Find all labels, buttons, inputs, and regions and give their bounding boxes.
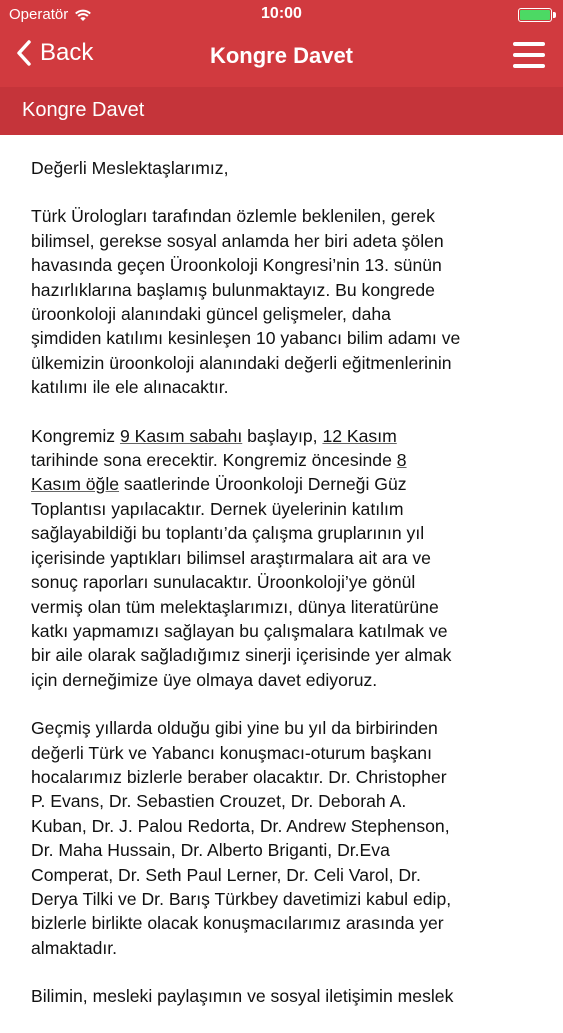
carrier-label: Operatör xyxy=(9,6,69,23)
date-link-9-kasim[interactable]: 9 Kasım sabahı xyxy=(119,425,243,446)
page-title: Kongre Davet xyxy=(209,43,354,68)
status-bar xyxy=(0,0,563,30)
invitation-text xyxy=(31,156,543,1033)
battery-icon xyxy=(518,8,552,22)
paragraph-3: Geçmiş yıllarda olduğu gibi yine bu yıl da birbirinden değerli Türk ve Yabancı konuşmacı-oturum başkanı hocalarımız bizlerle beraber olacaktır. Dr. Christopher P. Evans, Dr. Sebastien Crouzet, Dr. Deborah A. Kuban, Dr. J. Palou Redorta, Dr. Andrew Stephenson, Dr. Maha Hussain, Dr. Alberto Briganti, Dr.Eva Comperat, Dr. Seth Paul Lerner, Dr. Celi Varol, Dr. Derya Tilki ve Dr. Barış Türkbey davetimizi kabul edip, bizlerle birlikte olacak konuşmacılarımız arasında yer almaktadır. xyxy=(31,718,452,958)
paragraph-4: Bilimin, mesleki paylaşımın ve sosyal iletişimin meslek xyxy=(31,986,454,1007)
date-link-12-kasim[interactable]: 12 Kasım xyxy=(322,425,397,446)
greeting-paragraph: Değerli Meslektaşlarımız, xyxy=(31,158,229,178)
navigation-bar xyxy=(0,0,563,87)
section-title: Kongre Davet xyxy=(22,99,145,121)
paragraph-1: Türk Ürologları tarafından özlemle beklenilen, gerek bilimsel, gerekse sosyal anlamda her biri adeta şölen havasında geçen Üroonkoloji Kongresi’nin 13. sünün hazırlıklarına başlamış bulunmaktayız. Bu kongrede üroonkoloji alanındaki güncel gelişmeler, daha şimdiden katılımı kesinleşen 10 yabancı bilim adamı ve ülkemizin üroonkoloji alanındaki değerli eğitmenlerinin katılımı ile ele alınacaktır. xyxy=(31,206,461,398)
status-time: 10:00 xyxy=(261,5,302,22)
back-label: Back xyxy=(40,39,94,66)
nav-row xyxy=(0,34,563,82)
date-link-8-kasim[interactable]: 8 Kasım öğle xyxy=(31,450,407,495)
hamburger-menu-icon[interactable] xyxy=(513,40,545,70)
section-header xyxy=(0,87,563,135)
paragraph-2: Kongremiz 9 Kasım sabahı başlayıp, 12 Kasım tarihinde sona erecektir. Kongremiz öncesinde 8 Kasım öğle saatlerinde Üroonkoloji Derneği Güz Toplantısı yapılacaktır. Dernek üyelerinin katılım sağlayabildiği bu toplantı’da çalışma gruplarının yıl içerisinde yaptıkları bilimsel araştırmalara ait ara ve sonuç raporları sunulacaktır. Üroonkoloji’ye gönül vermiş olan tüm melektaşlarımızı, dünya literatürüne katkı yapmamızı sağlayan bu çalışmalara katılmak ve bir aile olarak sağladığımız sinerji içerisinde yer almak için derneğimize üye olmaya davet ediyoruz. xyxy=(31,425,452,690)
battery-fill xyxy=(520,10,550,20)
